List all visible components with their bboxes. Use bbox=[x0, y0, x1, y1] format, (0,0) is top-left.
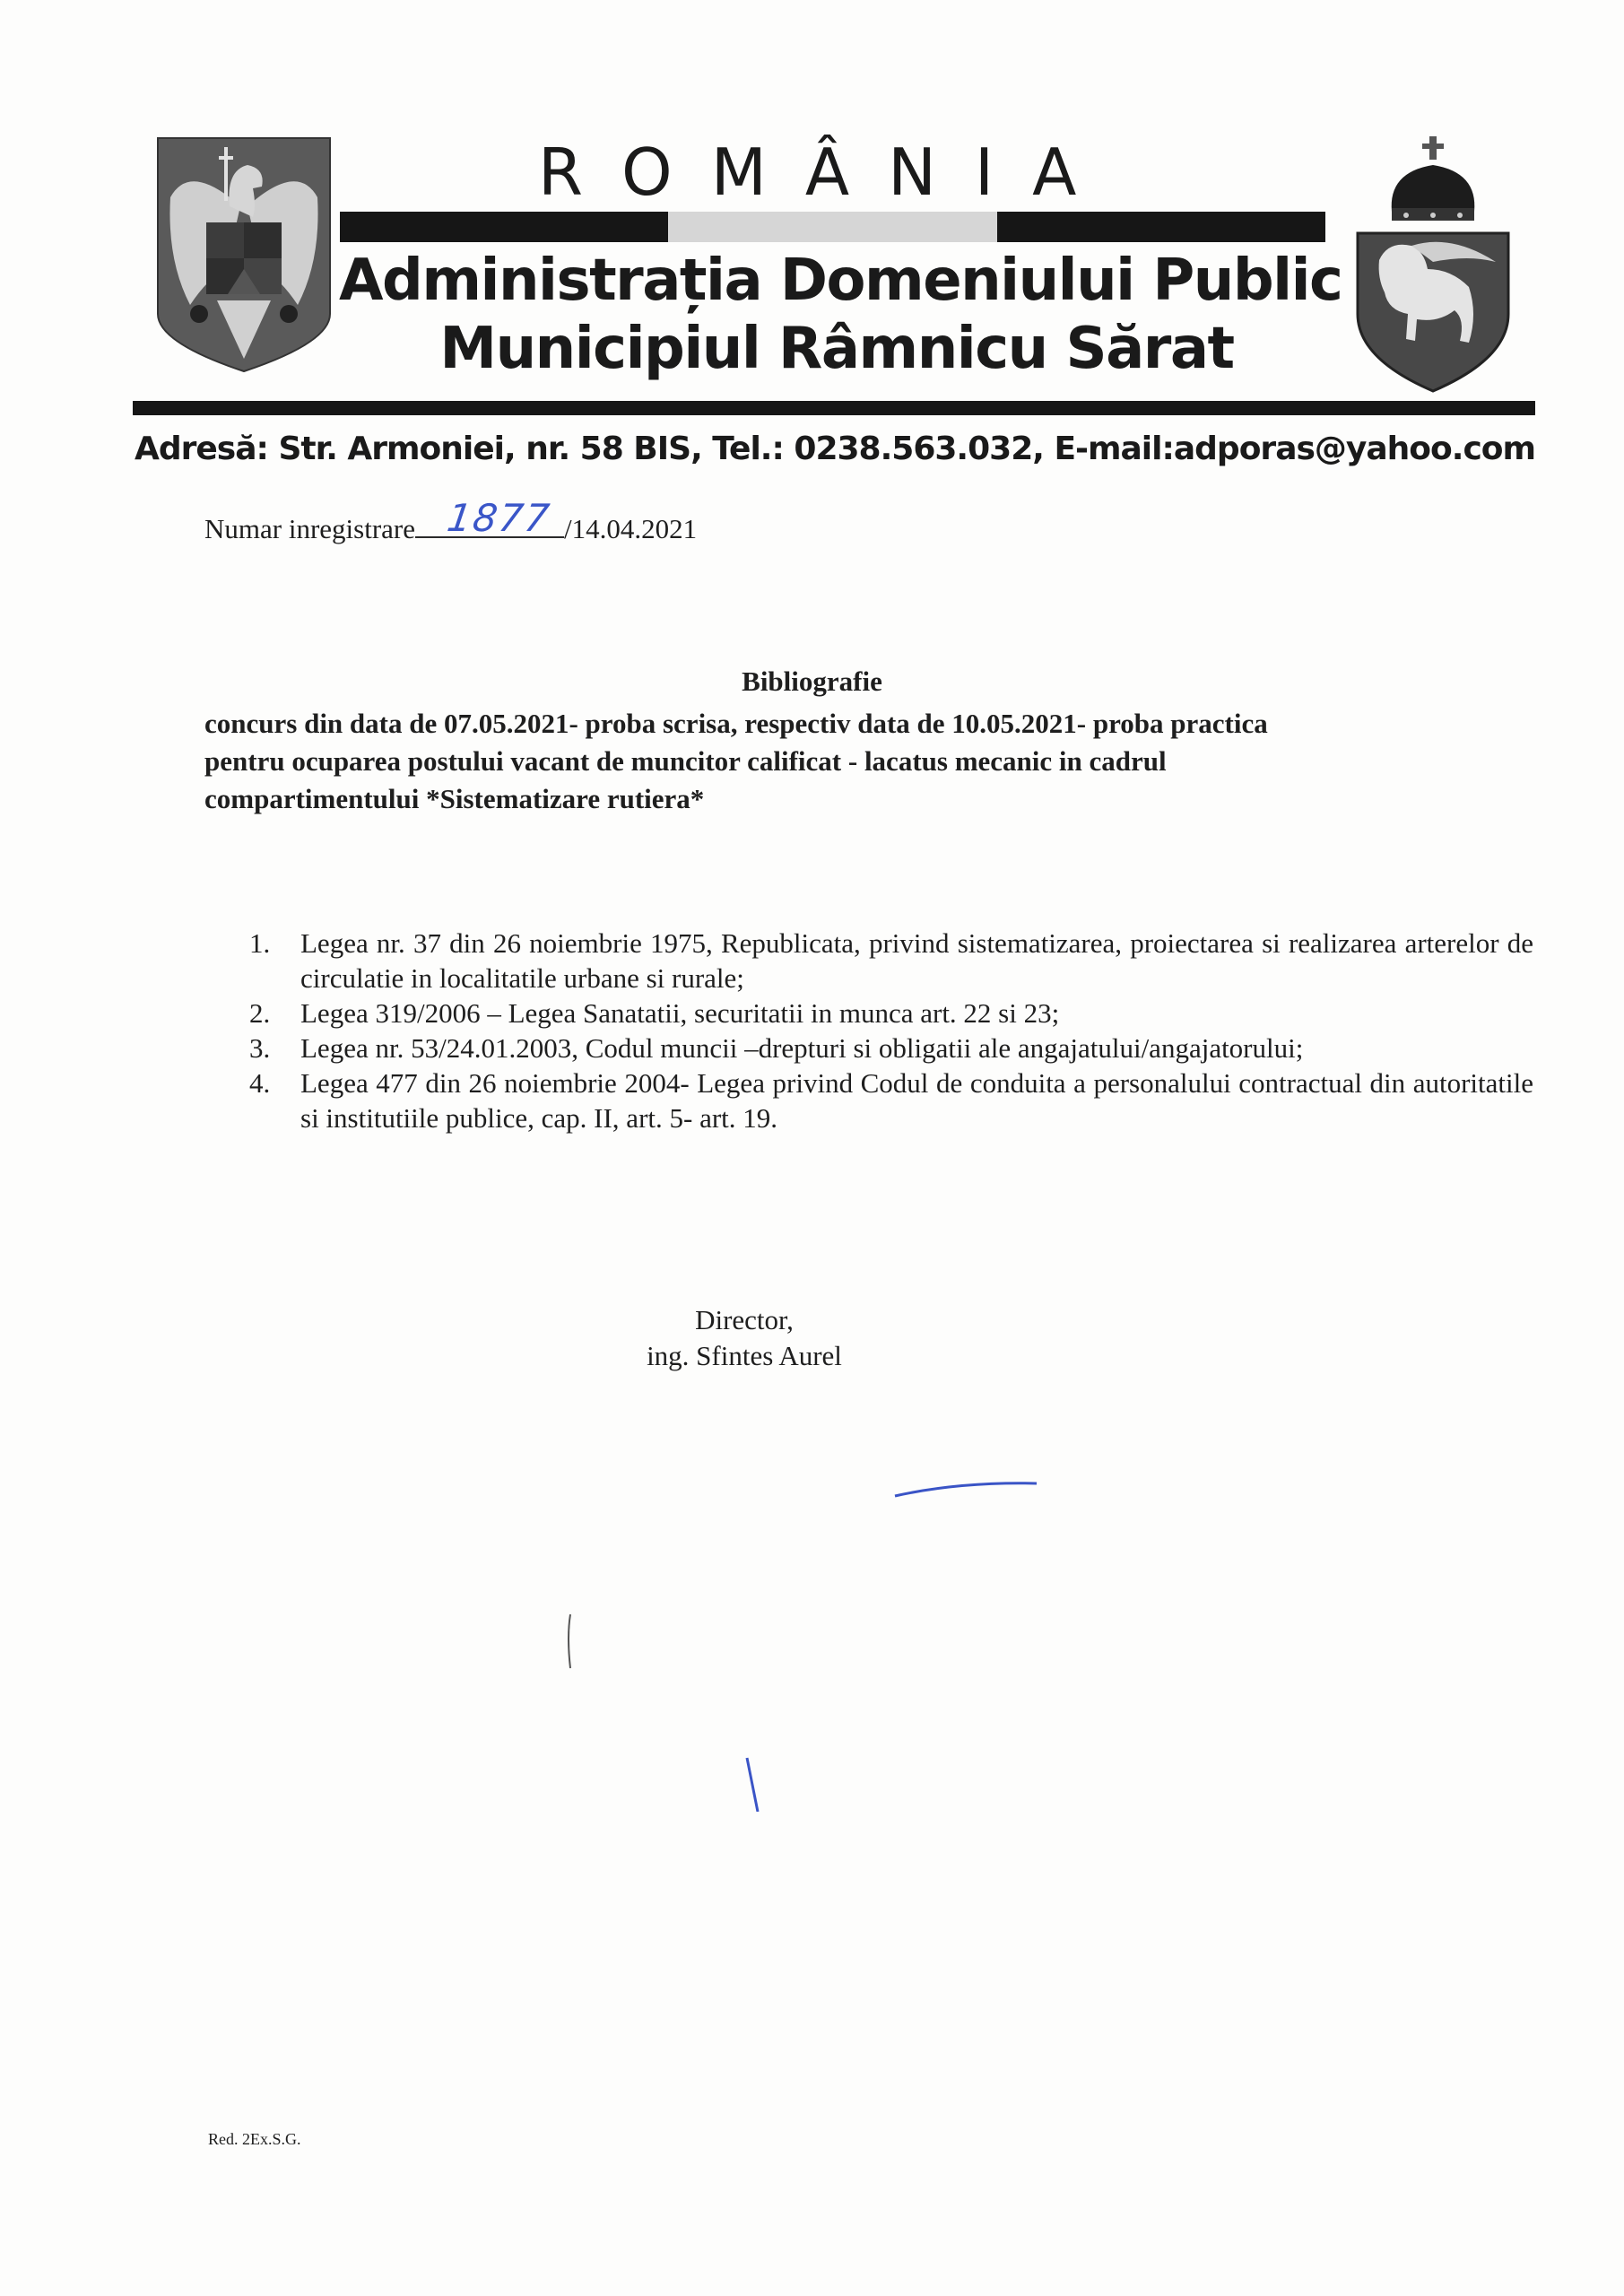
subtitle-line: compartimentului *Sistematizare rutiera* bbox=[204, 783, 705, 814]
subtitle-line: pentru ocuparea postului vacant de muncitor calificat - lacatus mecanic in cadrul bbox=[204, 745, 1167, 777]
list-item-number: 2. bbox=[249, 997, 271, 1029]
tricolor-middle bbox=[668, 212, 996, 242]
romania-coat-of-arms-icon bbox=[154, 135, 334, 375]
tricolor-right bbox=[997, 212, 1325, 242]
subtitle-line: concurs din data de 07.05.2021- proba scrisa, respectiv data de 10.05.2021- proba practica bbox=[204, 708, 1268, 739]
list-item-number: 1. bbox=[249, 927, 271, 959]
tricolor-bar bbox=[340, 212, 1325, 242]
list-item-text: Legea nr. 37 din 26 noiembrie 1975, Republicata, privind sistematizarea, proiectarea si realizarea arterelor de circulatie in localitatile urbane si rurale; bbox=[300, 927, 1533, 994]
municipality-name: Municipiul Râmnicu Sărat bbox=[439, 316, 1234, 382]
signatory-name: ing. Sfintes Aurel bbox=[647, 1340, 842, 1371]
signature-strokes bbox=[538, 1435, 1166, 1812]
organization-name: Administrația Domeniului Public bbox=[339, 248, 1342, 314]
registration-line bbox=[204, 496, 698, 545]
ramnicu-sarat-coat-of-arms-icon bbox=[1352, 135, 1514, 395]
country-heading: ROMÂNIA bbox=[538, 135, 1116, 210]
signature-stroke-horizontal bbox=[895, 1483, 1037, 1496]
signature-stroke-vertical bbox=[747, 1758, 758, 1812]
footer-note: Red. 2Ex.S.G. bbox=[208, 2130, 301, 2148]
registration-number-handwritten: 1877 bbox=[444, 496, 554, 540]
stamp-edge-mark bbox=[569, 1614, 570, 1668]
list-item bbox=[249, 996, 1533, 1031]
registration-date: /14.04.2021 bbox=[563, 513, 698, 544]
list-item-number: 3. bbox=[249, 1032, 271, 1064]
list-item bbox=[249, 926, 1533, 996]
contact-address: Adresă: Str. Armoniei, nr. 58 BIS, Tel.: 0238.563.032, E-mail:adporas@yahoo.com bbox=[135, 430, 1536, 467]
list-item bbox=[249, 1065, 1533, 1135]
list-item-text: Legea 319/2006 – Legea Sanatatii, securitatii in munca art. 22 si 23; bbox=[300, 997, 1060, 1029]
registration-number-field bbox=[415, 496, 564, 540]
list-item-text: Legea 477 din 26 noiembrie 2004- Legea privind Codul de conduita a personalului contractual din autoritatile si institutiile publice, cap. II, art. 5- art. 19. bbox=[300, 1067, 1533, 1134]
tricolor-left bbox=[340, 212, 668, 242]
document-subtitle bbox=[204, 705, 1532, 818]
signature-block bbox=[592, 1302, 897, 1374]
signatory-role: Director, bbox=[695, 1304, 794, 1335]
list-item-text: Legea nr. 53/24.01.2003, Codul muncii –drepturi si obligatii ale angajatului/angajatorului; bbox=[300, 1032, 1304, 1064]
header-divider bbox=[133, 401, 1535, 415]
list-item-number: 4. bbox=[249, 1067, 271, 1099]
registration-label: Numar inregistrare bbox=[204, 513, 415, 544]
list-item bbox=[249, 1031, 1533, 1065]
document-title: Bibliografie bbox=[742, 665, 882, 697]
bibliography-list bbox=[249, 926, 1533, 1135]
